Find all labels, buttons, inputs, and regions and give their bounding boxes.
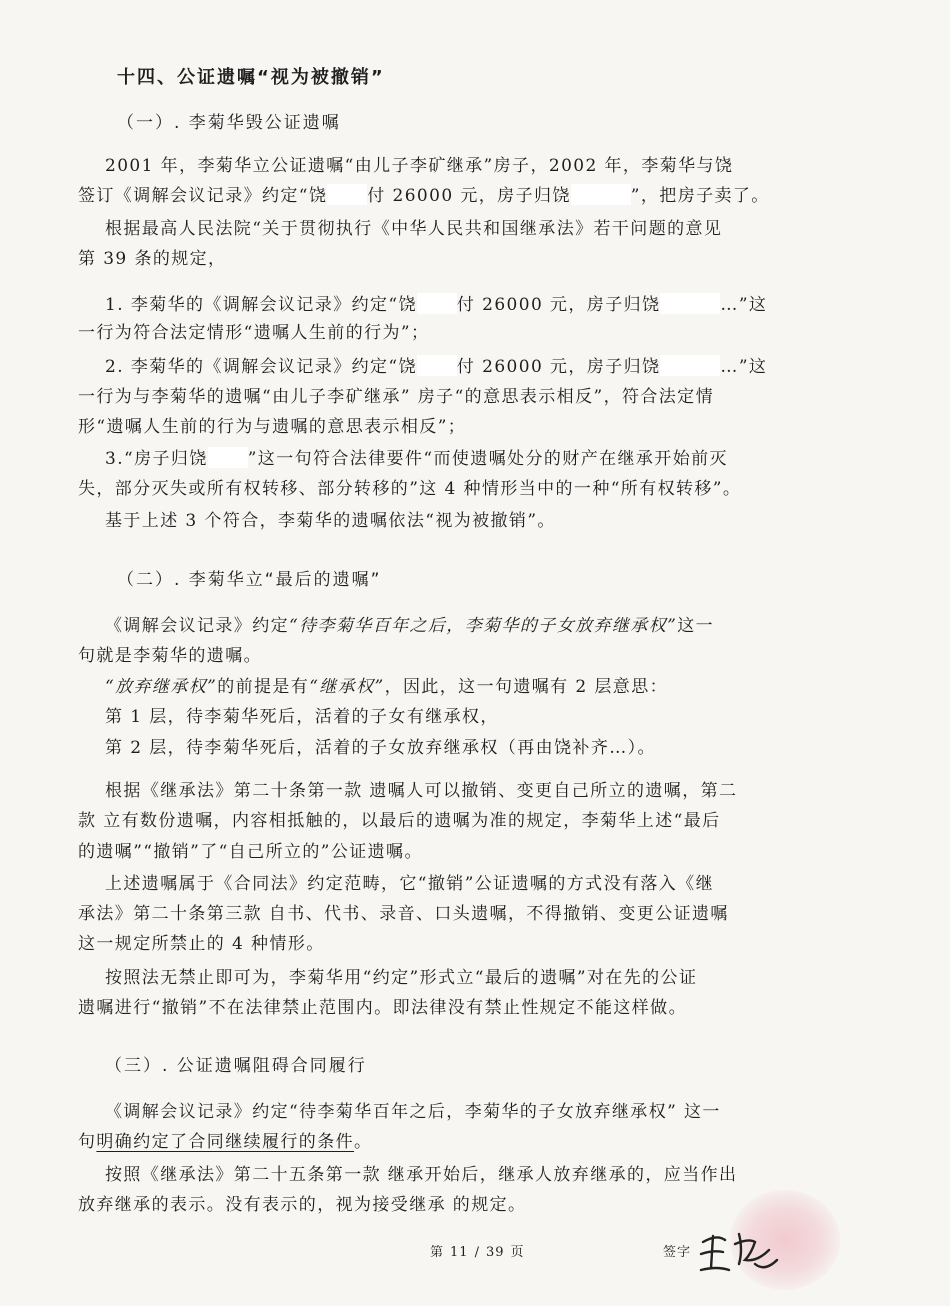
list-item: 1. 李菊华的《调解会议记录》约定“饶 付 26000 元，房子归饶 …”这: [105, 295, 768, 315]
paragraph-line: 根据《继承法》第二十条第一款 遗嘱人可以撤销、变更自己所立的遗嘱，第二: [105, 781, 738, 801]
paragraph-line: 放弃继承的表示。没有表示的，视为接受继承 的规定。: [78, 1195, 527, 1215]
section-title-1: （一）. 李菊华毁公证遗嘱: [117, 113, 341, 133]
paragraph-line: 《调解会议记录》约定“待李菊华百年之后，李菊华的子女放弃继承权”这一: [105, 616, 714, 636]
paragraph-line: 按照法无禁止即可为，李菊华用“约定”形式立“最后的遗嘱”对在先的公证: [105, 968, 698, 988]
section-title-2: （二）. 李菊华立“最后的遗嘱”: [117, 570, 382, 590]
paragraph-line: 第 2 层，待李菊华死后，活着的子女放弃继承权（再由饶补齐…）。: [105, 738, 656, 758]
paragraph-line: 第 39 条的规定，: [78, 249, 227, 269]
paragraph-line: 的遗嘱”“撤销”了“自己所立的”公证遗嘱。: [78, 842, 423, 862]
paragraph-line: 遗嘱进行“撤销”不在法律禁止范围内。即法律没有禁止性规定不能这样做。: [78, 998, 687, 1018]
list-item: 3.“房子归饶 ”这一句符合法律要件“而使遗嘱处分的财产在继承开始前灭: [105, 449, 728, 469]
list-item-line: 一行为符合法定情形“遗嘱人生前的行为”；: [78, 323, 430, 343]
paragraph-line: 根据最高人民法院“关于贯彻执行《中华人民共和国继承法》若干问题的意见: [105, 219, 723, 239]
paragraph-line: 承法》第二十条第三款 自书、代书、录音、口头遗嘱，不得撤销、变更公证遗嘱: [78, 904, 729, 924]
paragraph-line: 这一规定所禁止的 4 种情形。: [78, 934, 325, 954]
paragraph-line: 签订《调解会议记录》约定“饶 付 26000 元，房子归饶 ”，把房子卖了。: [78, 186, 770, 206]
redaction-box: [208, 447, 248, 468]
list-item: 2. 李菊华的《调解会议记录》约定“饶 付 26000 元，房子归饶 …”这: [105, 357, 768, 377]
paragraph-line: 2001 年，李菊华立公证遗嘱“由儿子李矿继承”房子，2002 年，李菊华与饶: [105, 156, 734, 176]
redaction-box: [571, 184, 631, 205]
page-heading: 十四、公证遗嘱“视为被撤销”: [117, 67, 385, 88]
redaction-box: [660, 293, 720, 314]
list-item-line: 失，部分灭失或所有权转移、部分转移的”这 4 种情形当中的一种“所有权转移”。: [78, 479, 742, 499]
page-number: 第 11 / 39 页: [430, 1245, 525, 1260]
paragraph-line: 《调解会议记录》约定“待李菊华百年之后，李菊华的子女放弃继承权” 这一: [105, 1102, 721, 1122]
paragraph-line: 款 立有数份遗嘱，内容相抵触的，以最后的遗嘱为准的规定，李菊华上述“最后: [78, 811, 721, 831]
paragraph-line: 第 1 层，待李菊华死后，活着的子女有继承权，: [105, 707, 499, 727]
handwritten-signature: [695, 1220, 785, 1280]
underlined-text: 明确约定了合同继续履行的条件: [96, 1132, 355, 1152]
redaction-box: [417, 355, 457, 376]
redaction-box: [327, 184, 367, 205]
redaction-box: [417, 293, 457, 314]
paragraph-line: 基于上述 3 个符合，李菊华的遗嘱依法“视为被撤销”。: [105, 511, 556, 531]
paragraph-line: 上述遗嘱属于《合同法》约定范畴，它“撤销”公证遗嘱的方式没有落入《继: [105, 874, 714, 894]
list-item-line: 形“遗嘱人生前的行为与遗嘱的意思表示相反”；: [78, 417, 467, 437]
signature-label: 签字: [663, 1245, 692, 1260]
list-item-line: 一行为与李菊华的遗嘱“由儿子李矿继承” 房子“的意思表示相反”，符合法定情: [78, 387, 714, 407]
section-title-3: （三）. 公证遗嘱阻碍合同履行: [105, 1056, 367, 1076]
paragraph-line: 按照《继承法》第二十五条第一款 继承开始后，继承人放弃继承的，应当作出: [105, 1165, 738, 1185]
redaction-box: [660, 355, 720, 376]
paragraph-line: 句明确约定了合同继续履行的条件。: [78, 1132, 373, 1152]
paragraph-line: 句就是李菊华的遗嘱。: [78, 646, 262, 666]
paragraph-line: “放弃继承权”的前提是有“继承权”，因此，这一句遗嘱有 2 层意思：: [105, 677, 669, 697]
